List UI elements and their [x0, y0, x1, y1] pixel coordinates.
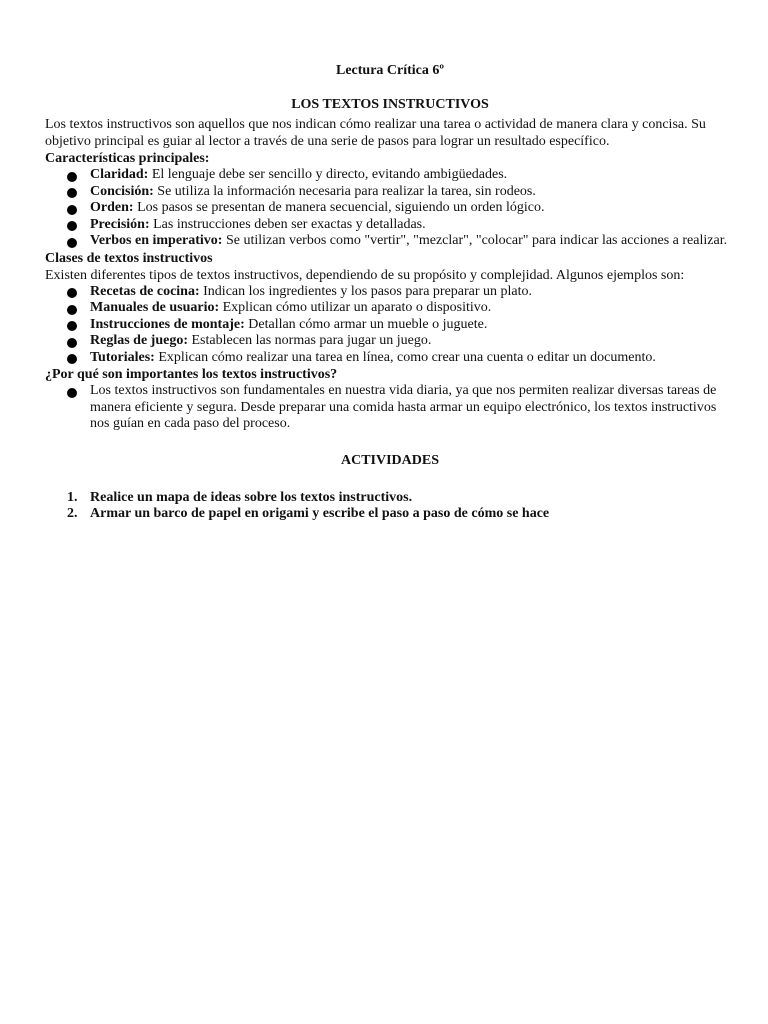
bullet-icon: [67, 338, 77, 348]
activity-text: Armar un barco de papel en origami y escribe el paso a paso de cómo se hace: [90, 505, 550, 521]
activity-number: 1.: [67, 489, 78, 505]
list-item-term: Manuales de usuario:: [90, 300, 220, 315]
list-item: [45, 333, 735, 350]
activity-text: Realice un mapa de ideas sobre los textos instructivos.: [90, 489, 413, 505]
list-item-text: El lenguaje debe ser sencillo y directo, evitando ambigüedades.: [148, 167, 508, 182]
list-item-text: Se utiliza la información necesaria para realizar la tarea, sin rodeos.: [153, 183, 536, 199]
list-item-term: Orden:: [90, 200, 134, 215]
list-item-term: Tutoriales:: [90, 349, 155, 365]
list-item: [45, 217, 735, 234]
list-item-text: Las instrucciones deben ser exactas y detalladas.: [149, 216, 426, 232]
list-item: [45, 350, 735, 367]
list-item-text: Los textos instructivos son fundamentales en nuestra vida diaria, ya que nos permiten realizar diversas tareas de manera eficiente y segura. Desde preparar una comida hasta armar un equipo electrónico, los textos instructivos nos guían en cada paso del proceso.: [90, 383, 717, 431]
bullet-icon: [67, 388, 77, 398]
importancia-list: [45, 383, 735, 433]
activities-list: [45, 490, 735, 522]
document-page: [45, 60, 735, 522]
list-item: [45, 284, 735, 301]
caracteristicas-list: [45, 167, 735, 250]
list-item: [45, 317, 735, 334]
bullet-icon: [67, 354, 77, 364]
list-item-term: Claridad:: [90, 167, 149, 182]
intro-paragraph: Los textos instructivos son aquellos que nos indican cómo realizar una tarea o actividad de manera clara y concisa. Su objetivo principal es guiar al lector a través de una serie de pasos para lograr un resultado específico.: [45, 117, 706, 149]
list-item-text: Explican cómo utilizar un aparato o dispositivo.: [219, 300, 492, 315]
clases-paragraph: Existen diferentes tipos de textos instructivos, dependiendo de su propósito y complejidad. Algunos ejemplos son:: [45, 267, 685, 283]
list-item-text: Explican cómo realizar una tarea en línea, como crear una cuenta o editar un documento.: [154, 349, 656, 365]
list-item-term: Concisión:: [90, 183, 154, 199]
document-title: Lectura Crítica 6º: [335, 63, 445, 78]
list-item-text: Los pasos se presentan de manera secuencial, siguiendo un orden lógico.: [133, 200, 545, 215]
bullet-icon: [67, 305, 77, 315]
list-item-term: Instrucciones de montaje:: [90, 316, 245, 332]
list-item-term: Verbos en imperativo:: [90, 233, 223, 248]
section-heading-caracteristicas: Características principales:: [45, 151, 210, 166]
document-subtitle: LOS TEXTOS INSTRUCTIVOS: [291, 97, 489, 112]
section-heading-clases: Clases de textos instructivos: [45, 250, 213, 266]
bullet-icon: [67, 321, 77, 331]
list-item-text: Se utilizan verbos como "vertir", "mezclar", "colocar" para indicar las acciones a realizar.: [222, 233, 728, 248]
bullet-icon: [67, 288, 77, 298]
activity-item: [45, 506, 735, 522]
list-item: [45, 167, 735, 184]
section-heading-importancia: ¿Por qué son importantes los textos instructivos?: [45, 367, 338, 382]
bullet-icon: [67, 188, 77, 198]
list-item-text: Establecen las normas para jugar un juego.: [188, 333, 432, 348]
list-item-term: Recetas de cocina:: [90, 283, 200, 299]
list-item: [45, 184, 735, 201]
list-item-term: Precisión:: [90, 216, 150, 232]
clases-list: [45, 284, 735, 367]
list-item-term: Reglas de juego:: [90, 333, 188, 348]
list-item: [45, 383, 735, 433]
list-item-text: Indican los ingredientes y los pasos para preparar un plato.: [199, 283, 533, 299]
bullet-icon: [67, 172, 77, 182]
bullet-icon: [67, 238, 77, 248]
list-item: [45, 233, 735, 250]
bullet-icon: [67, 205, 77, 215]
list-item: [45, 200, 735, 217]
bullet-icon: [67, 221, 77, 231]
activities-heading: ACTIVIDADES: [340, 452, 440, 468]
list-item: [45, 300, 735, 317]
list-item-text: Detallan cómo armar un mueble o juguete.: [244, 316, 488, 332]
activity-number: 2.: [67, 505, 78, 521]
activity-item: [45, 490, 735, 506]
